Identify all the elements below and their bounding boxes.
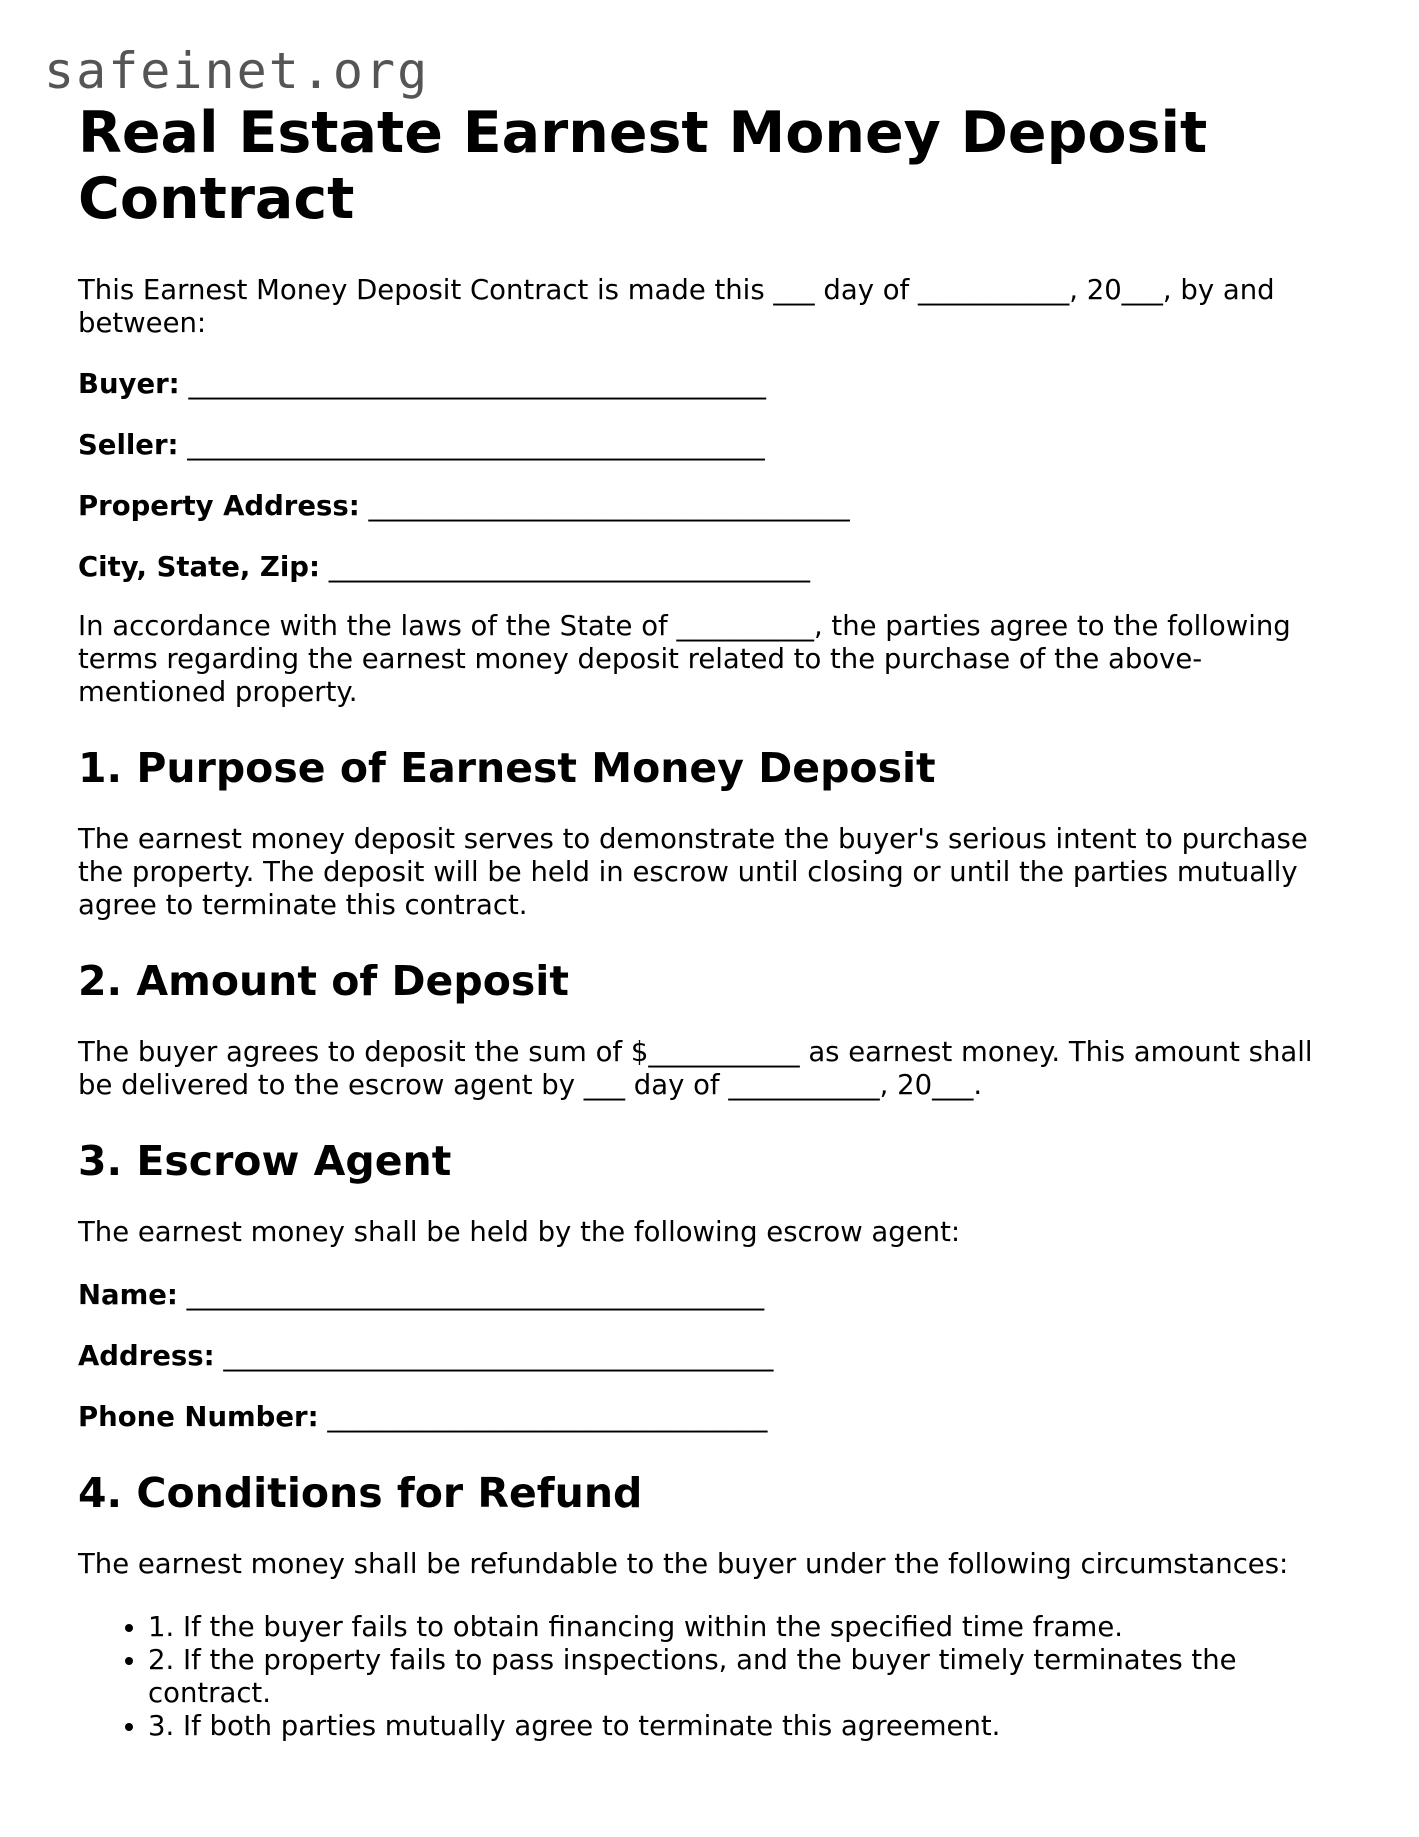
section-body-refund: The earnest money shall be refundable to the buyer under the following circumstances:	[78, 1548, 1289, 1580]
escrow-phone-label: Phone Number:	[78, 1401, 319, 1433]
escrow-name-label: Name:	[78, 1279, 178, 1311]
escrow-agent-fields	[78, 1279, 1348, 1434]
section-body-escrow-agent: The earnest money shall be held by the following escrow agent:	[78, 1216, 961, 1248]
buyer-field[interactable]	[78, 368, 1348, 401]
document-title: Real Estate Earnest Money Deposit Contract	[78, 100, 1208, 232]
seller-field[interactable]	[78, 429, 1348, 462]
property-address-blank[interactable]: ___________________________________	[368, 490, 850, 522]
escrow-address-label: Address:	[78, 1340, 215, 1372]
escrow-address-blank[interactable]: ________________________________________	[223, 1340, 774, 1372]
property-address-label: Property Address:	[78, 490, 360, 522]
escrow-phone-field[interactable]	[78, 1401, 1348, 1434]
laws-paragraph: In accordance with the laws of the State of __________, the parties agree to the following terms regarding the earnest money deposit related to the purchase of the above-mentioned property.	[78, 610, 1291, 708]
section-heading-escrow-agent: 3. Escrow Agent	[78, 1137, 452, 1185]
seller-label: Seller:	[78, 429, 179, 461]
list-item: • 2. If the property fails to pass inspections, and the buyer timely terminates the contract.	[148, 1644, 1348, 1710]
section-heading-purpose: 1. Purpose of Earnest Money Deposit	[78, 744, 936, 792]
city-state-zip-blank[interactable]: ___________________________________	[328, 551, 810, 583]
seller-blank[interactable]: __________________________________________	[187, 429, 765, 461]
escrow-phone-blank[interactable]: ________________________________	[327, 1401, 768, 1433]
escrow-address-field[interactable]	[78, 1340, 1348, 1373]
section-body-purpose: The earnest money deposit serves to demonstrate the buyer's serious intent to purchase the property. The deposit will be held in escrow until closing or until the parties mutually agree to terminate this contract.	[78, 823, 1308, 921]
intro-paragraph: This Earnest Money Deposit Contract is made this ___ day of ___________, 20___, by and between:	[78, 274, 1275, 339]
section-heading-amount: 2. Amount of Deposit	[78, 957, 569, 1005]
buyer-blank[interactable]: __________________________________________	[188, 368, 766, 400]
section-heading-refund: 4. Conditions for Refund	[78, 1469, 643, 1517]
property-address-field[interactable]	[78, 490, 1348, 523]
section-body-amount: The buyer agrees to deposit the sum of $___________ as earnest money. This amount shall be delivered to the escrow agent by ___ day of ___________, 20___.	[78, 1036, 1313, 1101]
escrow-name-blank[interactable]: __________________________________________	[186, 1279, 765, 1311]
list-item: • 1. If the buyer fails to obtain financing within the specified time frame.	[148, 1611, 1348, 1644]
city-state-zip-field[interactable]	[78, 551, 1348, 584]
list-item: • 3. If both parties mutually agree to terminate this agreement.	[148, 1710, 1348, 1743]
parties-fields	[78, 368, 1348, 584]
watermark: safeinet.org	[44, 42, 430, 100]
document-page	[78, 100, 1348, 1743]
buyer-label: Buyer:	[78, 368, 180, 400]
refund-conditions-list	[78, 1611, 1348, 1743]
escrow-name-field[interactable]	[78, 1279, 1348, 1312]
city-state-zip-label: City, State, Zip:	[78, 551, 320, 583]
